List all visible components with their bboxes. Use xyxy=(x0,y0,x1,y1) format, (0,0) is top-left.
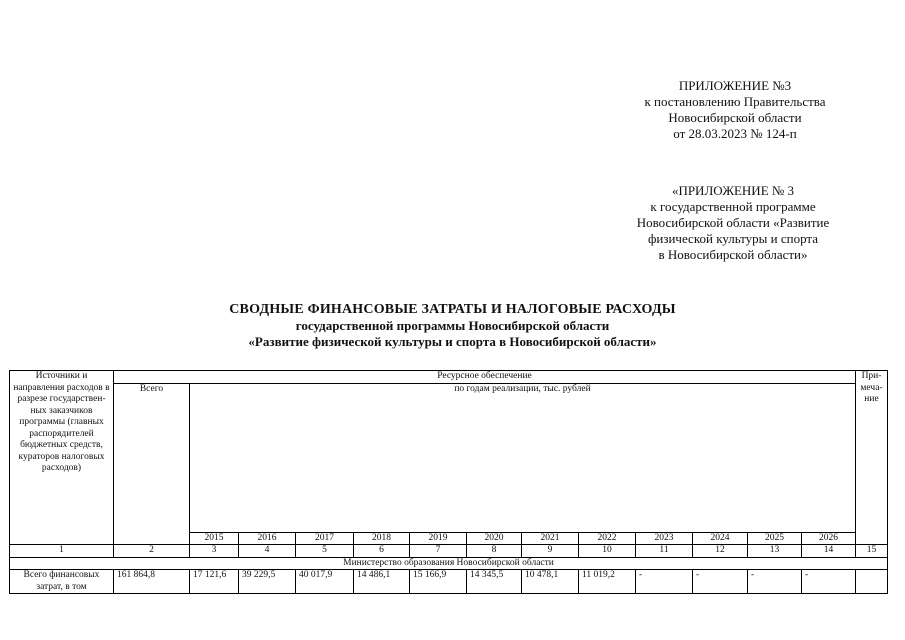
appendix-line: в Новосибирской области» xyxy=(658,247,808,262)
row-year-value: - xyxy=(693,570,748,594)
years-header: по годам реализации, тыс. рублей xyxy=(190,383,856,532)
section-title: Министерство образования Новосибирской области xyxy=(10,557,888,570)
appendix-header-program xyxy=(608,183,858,263)
row-total: 161 864,8 xyxy=(114,570,190,594)
row-year-value: 17 121,6 xyxy=(190,570,239,594)
year-header: 2019 xyxy=(410,532,467,545)
row-year-value: - xyxy=(748,570,802,594)
appendix-line: к постановлению Правительства xyxy=(644,94,826,109)
total-header: Всего xyxy=(114,383,190,545)
column-number: 2 xyxy=(114,545,190,558)
row-label: Всего финансовых затрат, в том xyxy=(10,570,114,594)
notes-header: При-меча-ние xyxy=(856,371,888,545)
row-year-value: 11 019,2 xyxy=(579,570,636,594)
column-number: 8 xyxy=(467,545,522,558)
column-number: 7 xyxy=(410,545,467,558)
row-year-value: 15 166,9 xyxy=(410,570,467,594)
row-year-value: 14 486,1 xyxy=(354,570,410,594)
row-year-value: - xyxy=(802,570,856,594)
financial-costs-table xyxy=(9,370,888,594)
column-number: 15 xyxy=(856,545,888,558)
resources-header: Ресурсное обеспечение xyxy=(114,371,856,384)
column-number: 14 xyxy=(802,545,856,558)
appendix-line: Новосибирской области «Развитие xyxy=(636,215,830,230)
appendix-line: от 28.03.2023 № 124-п xyxy=(673,126,797,141)
appendix-line: Новосибирской области xyxy=(668,110,802,125)
column-number: 3 xyxy=(190,545,239,558)
appendix-line: ПРИЛОЖЕНИЕ №3 xyxy=(678,78,792,93)
appendix-line: «ПРИЛОЖЕНИЕ № 3 xyxy=(671,183,795,198)
title-line-2: государственной программы Новосибирской области xyxy=(295,318,610,333)
year-header: 2020 xyxy=(467,532,522,545)
year-header: 2017 xyxy=(296,532,354,545)
row-year-value: 39 229,5 xyxy=(239,570,296,594)
appendix-header-decree xyxy=(610,78,860,142)
row-year-value: 40 017,9 xyxy=(296,570,354,594)
column-number: 13 xyxy=(748,545,802,558)
year-header: 2025 xyxy=(748,532,802,545)
column-number: 4 xyxy=(239,545,296,558)
title-line-1: СВОДНЫЕ ФИНАНСОВЫЕ ЗАТРАТЫ И НАЛОГОВЫЕ РАСХОДЫ xyxy=(229,302,676,317)
column-number: 1 xyxy=(10,545,114,558)
row-year-value: 14 345,5 xyxy=(467,570,522,594)
column-number: 10 xyxy=(579,545,636,558)
sources-header: Источники и направления расходов в разрезе государствен-ных заказчиков программы (главных распорядителей бюджетных средств, кураторов налоговых расходов) xyxy=(10,371,114,545)
year-header: 2026 xyxy=(802,532,856,545)
year-header: 2018 xyxy=(354,532,410,545)
year-header: 2022 xyxy=(579,532,636,545)
year-header: 2021 xyxy=(522,532,579,545)
row-note xyxy=(856,570,888,594)
year-header: 2024 xyxy=(693,532,748,545)
year-header: 2015 xyxy=(190,532,239,545)
title-line-3: «Развитие физической культуры и спорта в Новосибирской области» xyxy=(248,334,657,349)
year-header: 2023 xyxy=(636,532,693,545)
appendix-line: к государственной программе xyxy=(650,199,816,214)
row-year-value: 10 478,1 xyxy=(522,570,579,594)
row-year-value: - xyxy=(636,570,693,594)
column-number: 9 xyxy=(522,545,579,558)
year-header: 2016 xyxy=(239,532,296,545)
appendix-line: физической культуры и спорта xyxy=(647,231,819,246)
column-number: 12 xyxy=(693,545,748,558)
column-number: 11 xyxy=(636,545,693,558)
column-number: 5 xyxy=(296,545,354,558)
table-row xyxy=(10,570,888,594)
column-number: 6 xyxy=(354,545,410,558)
document-title xyxy=(140,302,765,350)
